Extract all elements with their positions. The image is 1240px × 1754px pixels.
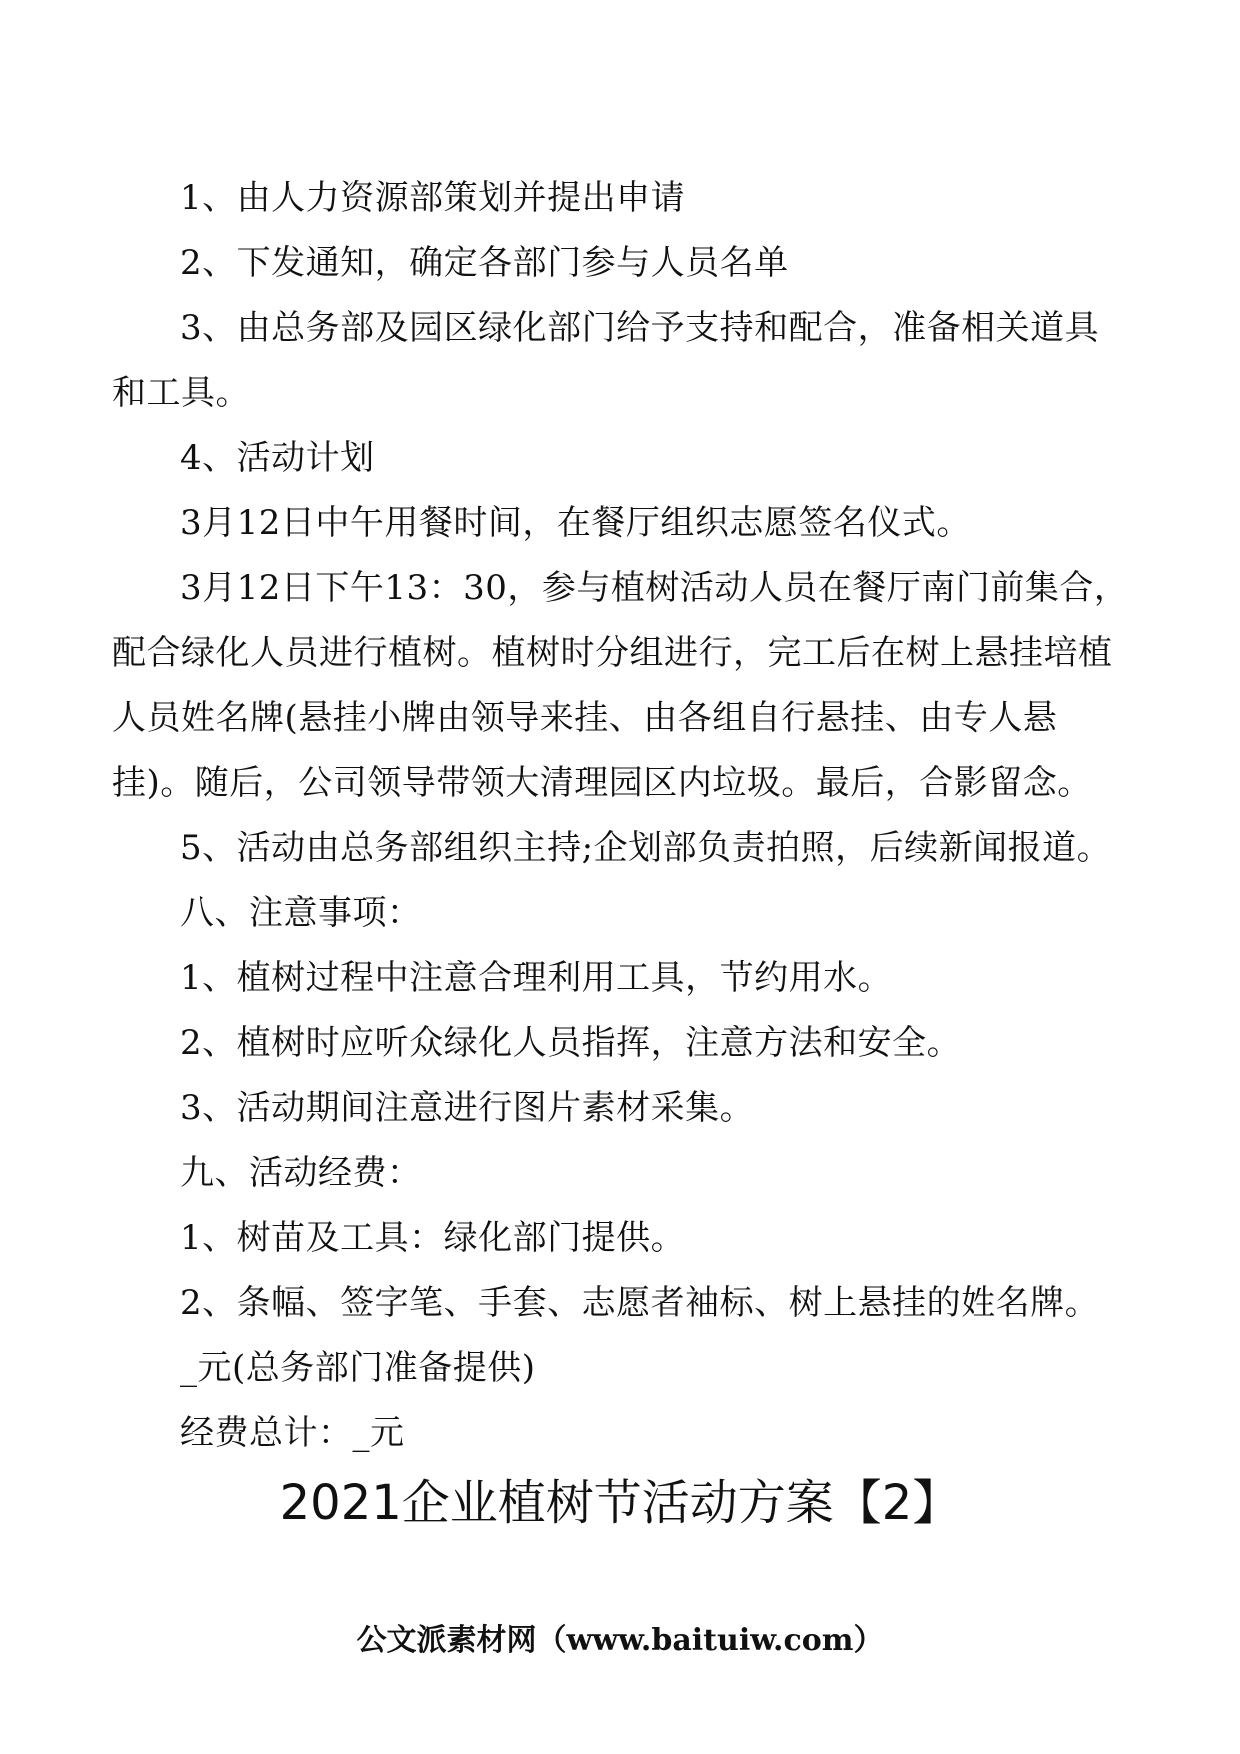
document-body (112, 166, 1132, 1466)
paragraph-step-4: 4、活动计划 (180, 438, 375, 478)
paragraph-step-1: 1、由人力资源部策划并提出申请 (180, 178, 686, 218)
paragraph-plan-noon: 3月12日中午用餐时间，在餐厅组织志愿签名仪式。 (180, 503, 971, 543)
paragraph-budget-amount: _元(总务部门准备提供) (180, 1348, 536, 1388)
paragraph-step-2: 2、下发通知，确定各部门参与人员名单 (180, 243, 789, 283)
paragraph-step-3: 3、由总务部及园区绿化部门给予支持和配合，准备相关道具和工具。 (112, 308, 1100, 413)
document-title: 2021企业植树节活动方案【2】 (279, 1475, 961, 1531)
paragraph-note-2: 2、植树时应听众绿化人员指挥，注意方法和安全。 (180, 1023, 962, 1063)
watermark-footer: 公文派素材网（www.baituiw.com） (356, 1623, 884, 1658)
section-heading-budget: 九、活动经费： (180, 1153, 422, 1193)
paragraph-budget-total: 经费总计：_元 (180, 1413, 405, 1453)
section-heading-notes: 八、注意事项： (180, 893, 422, 933)
paragraph-plan-afternoon: 3月12日下午13：30，参与植树活动人员在餐厅南门前集合，配合绿化人员进行植树。植树时分组进行，完工后在树上悬挂培植人员姓名牌(悬挂小牌由领导来挂、由各组自行悬挂、由专人悬挂)。随后，公司领导带领大清理园区内垃圾。最后，合影留念。 (112, 568, 1129, 803)
paragraph-step-5: 5、活动由总务部组织主持;企划部负责拍照，后续新闻报道。 (180, 828, 1112, 868)
paragraph-note-1: 1、植树过程中注意合理利用工具，节约用水。 (180, 958, 893, 998)
paragraph-note-3: 3、活动期间注意进行图片素材采集。 (180, 1088, 755, 1128)
paragraph-budget-2: 2、条幅、签字笔、手套、志愿者袖标、树上悬挂的姓名牌。 (180, 1283, 1100, 1323)
paragraph-budget-1: 1、树苗及工具：绿化部门提供。 (180, 1218, 686, 1258)
